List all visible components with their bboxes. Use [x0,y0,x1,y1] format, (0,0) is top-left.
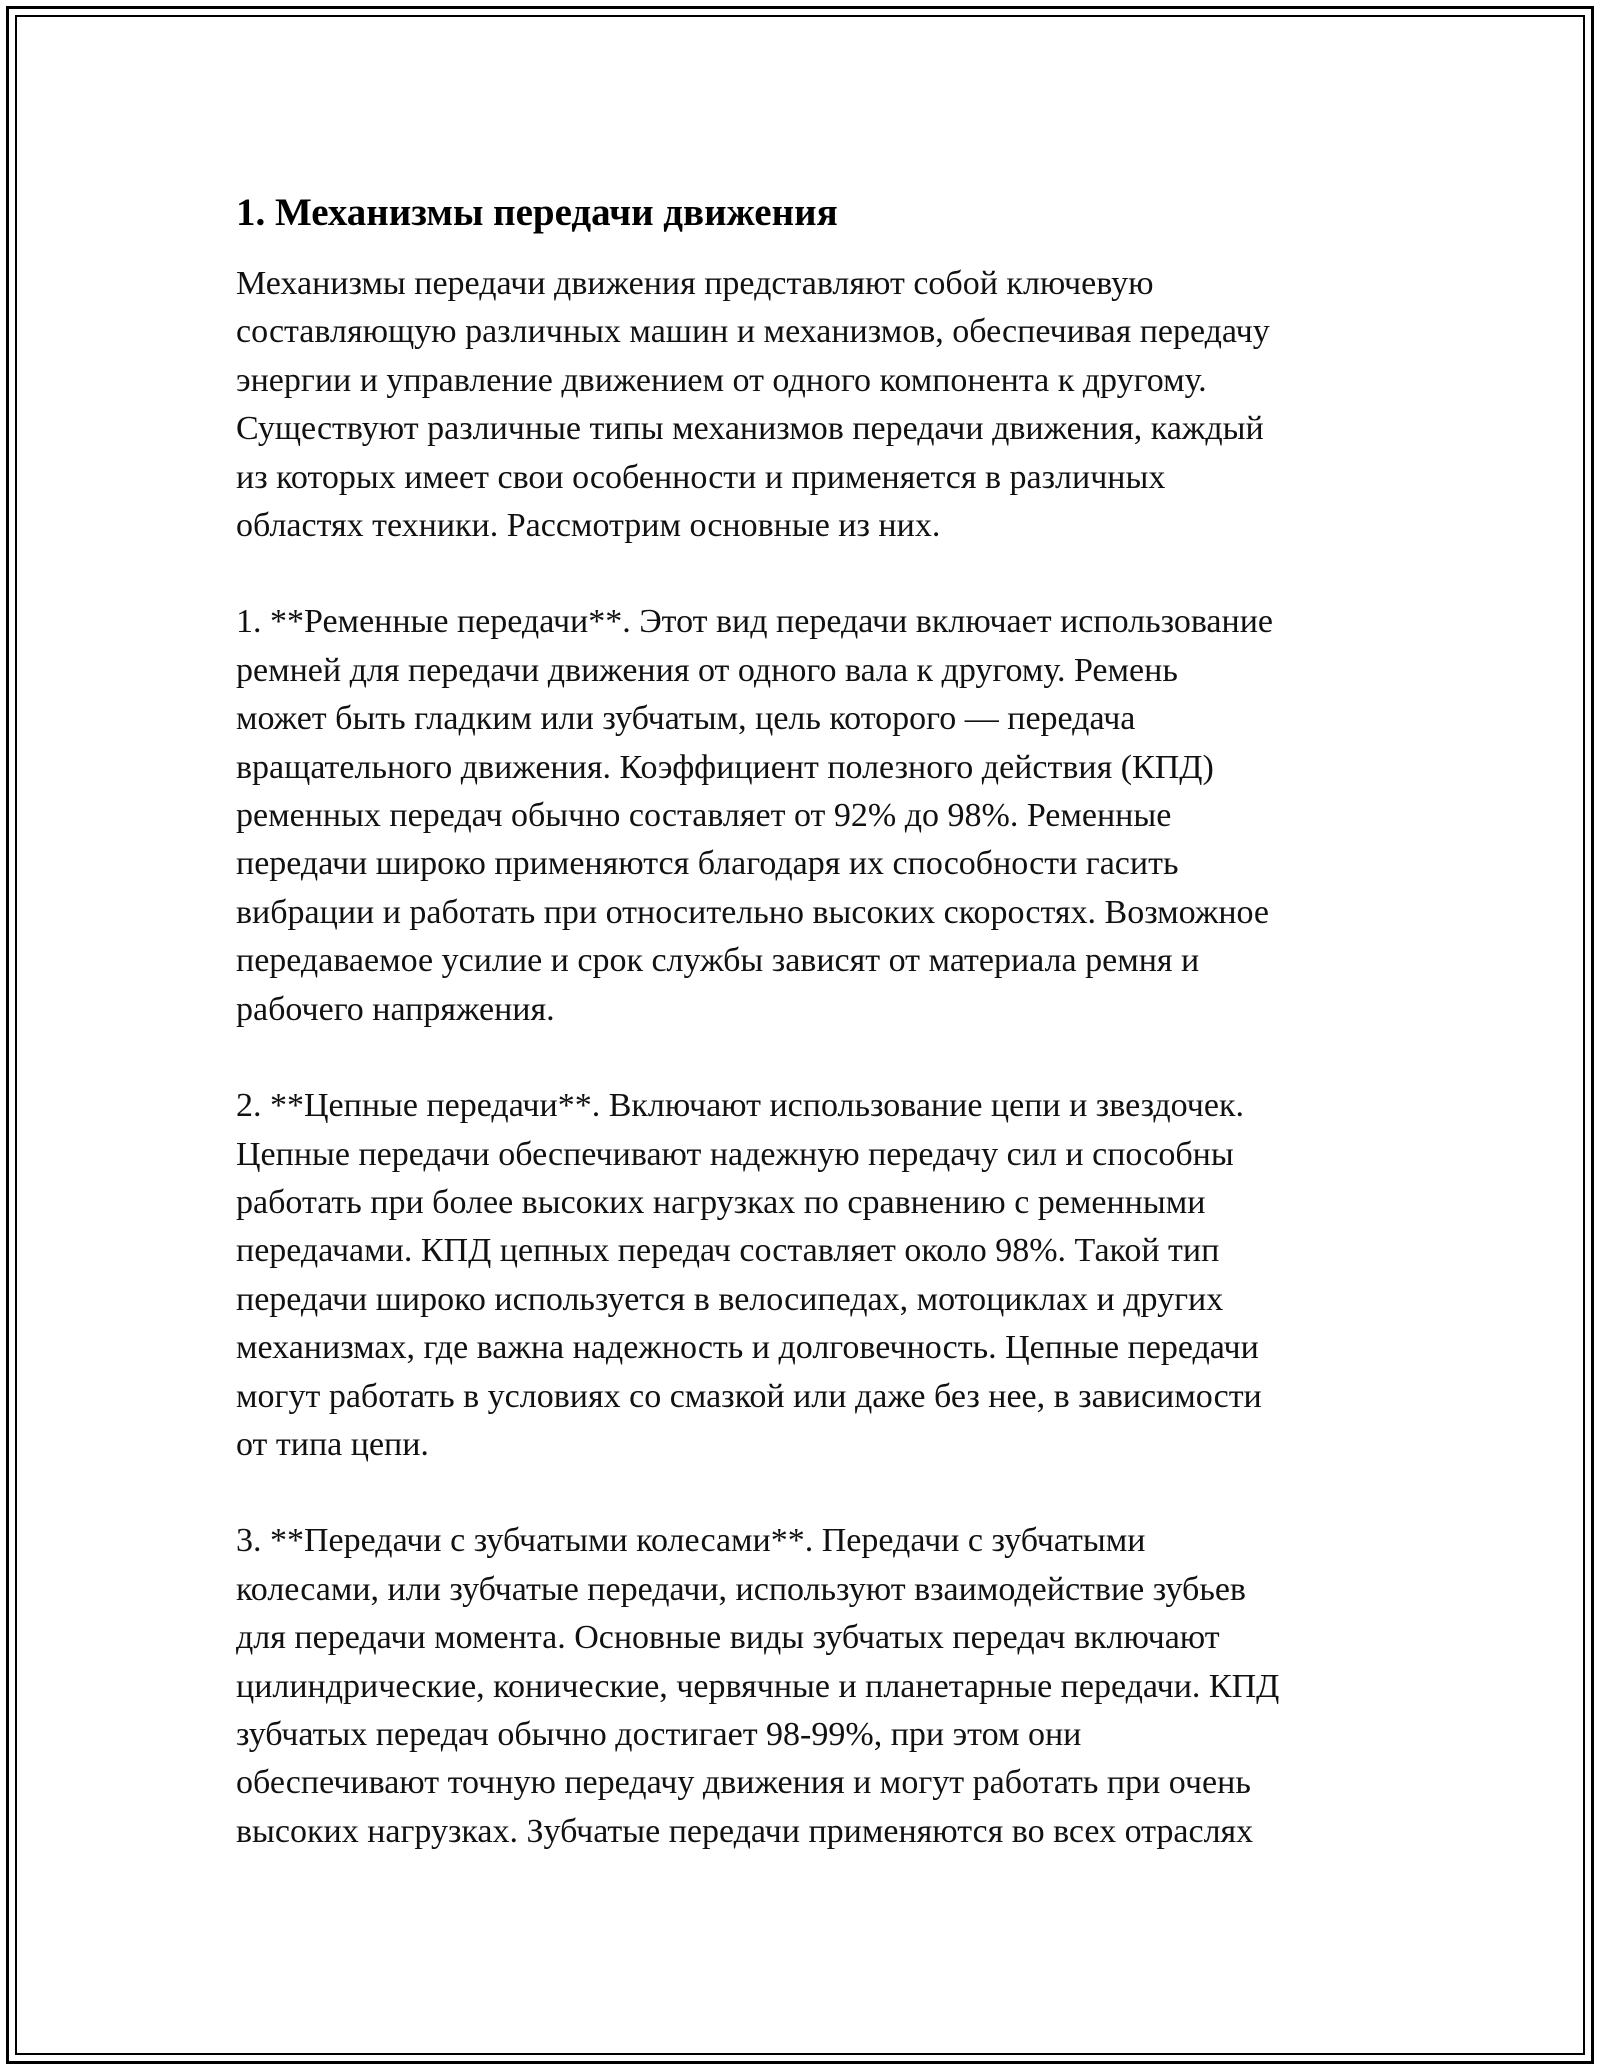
section-heading: 1. Механизмы передачи движения [236,191,838,234]
belt-drives-paragraph: 1. **Ременные передачи**. Этот вид передачи включает использование ремней для передачи движения от одного вала к другому. Ремень может быть гладким или зубчатым, цель которого — передача вращательного движения. Коэффициент полезного действия (КПД) ременных передач обычно составляет от 92% до 98%. Ременные передачи широко применяются благодаря их способности гасить вибрации и работать при относительно высоких скоростях. Возможное передаваемое усилие и срок службы зависят от материала ремня и рабочего напряжения. [236,603,1273,1028]
chain-drives-paragraph: 2. **Цепные передачи**. Включают использование цепи и звездочек. Цепные передачи обеспечивают надежную передачу сил и способны работать при более высоких нагрузках по сравнению с ременными передачами. КПД цепных передач составляет около 98%. Такой тип передачи широко используется в велосипедах, мотоциклах и других механизмах, где важна надежность и долговечность. Цепные передачи могут работать в условиях со смазкой или даже без нее, в зависимости от типа цепи. [236,1087,1262,1463]
gear-drives-paragraph: 3. **Передачи с зубчатыми колесами**. Передачи с зубчатыми колесами, или зубчатые передачи, используют взаимодействие зубьев для передачи момента. Основные виды зубчатых передач включают цилиндрические, конические, червячные и планетарные передачи. КПД зубчатых передач обычно достигает 98-99%, при этом они обеспечивают точную передачу движения и могут работать при очень высоких нагрузках. Зубчатые передачи применяются во всех отраслях [236,1522,1280,1850]
intro-paragraph: Механизмы передачи движения представляют собой ключевую составляющую различных машин и механизмов, обеспечивая передачу энергии и управление движением от одного компонента к другому. Существуют различные типы механизмов передачи движения, каждый из которых имеет свои особенности и применяется в различных областях техники. Рассмотрим основные из них. [236,265,1270,545]
document-body [236,184,1376,1856]
